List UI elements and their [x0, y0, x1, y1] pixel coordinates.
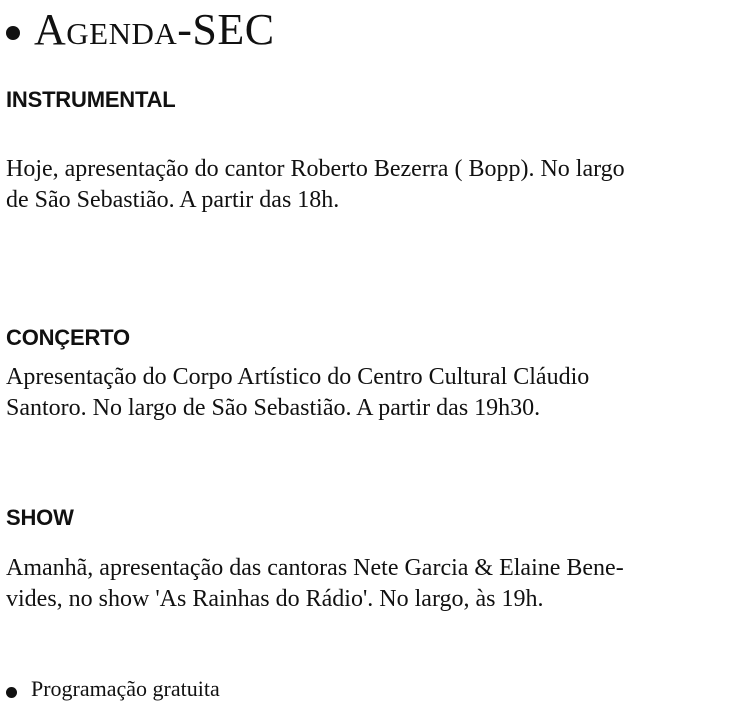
section-title-show: SHOW [6, 505, 74, 530]
footer-text: Programação gratuita [31, 676, 220, 701]
section-title-concerto: CONÇERTO [6, 325, 130, 350]
body-line: vides, no show 'As Rainhas do Rádio'. No largo, às 19h. [6, 586, 544, 612]
body-line: de São Sebastião. A partir das 18h. [6, 187, 340, 213]
body-line: Amanhã, apresentação das cantoras Nete Garcia & Elaine Bene- [6, 555, 624, 581]
section-body-concerto [6, 362, 734, 424]
page-title: Agenda-SEC [34, 5, 275, 54]
footer-note [6, 678, 220, 700]
agenda-header [6, 5, 275, 54]
body-line: Apresentação do Corpo Artístico do Centro Cultural Cláudio [6, 364, 590, 390]
section-body-instrumental [6, 154, 734, 216]
body-line: Hoje, apresentação do cantor Roberto Bezerra ( Bopp). No largo [6, 156, 625, 182]
bullet-icon [6, 26, 20, 40]
section-title-instrumental: INSTRUMENTAL [6, 87, 176, 112]
bullet-icon [6, 687, 17, 698]
body-line: Santoro. No largo de São Sebastião. A partir das 19h30. [6, 395, 541, 421]
section-body-show [6, 553, 734, 615]
